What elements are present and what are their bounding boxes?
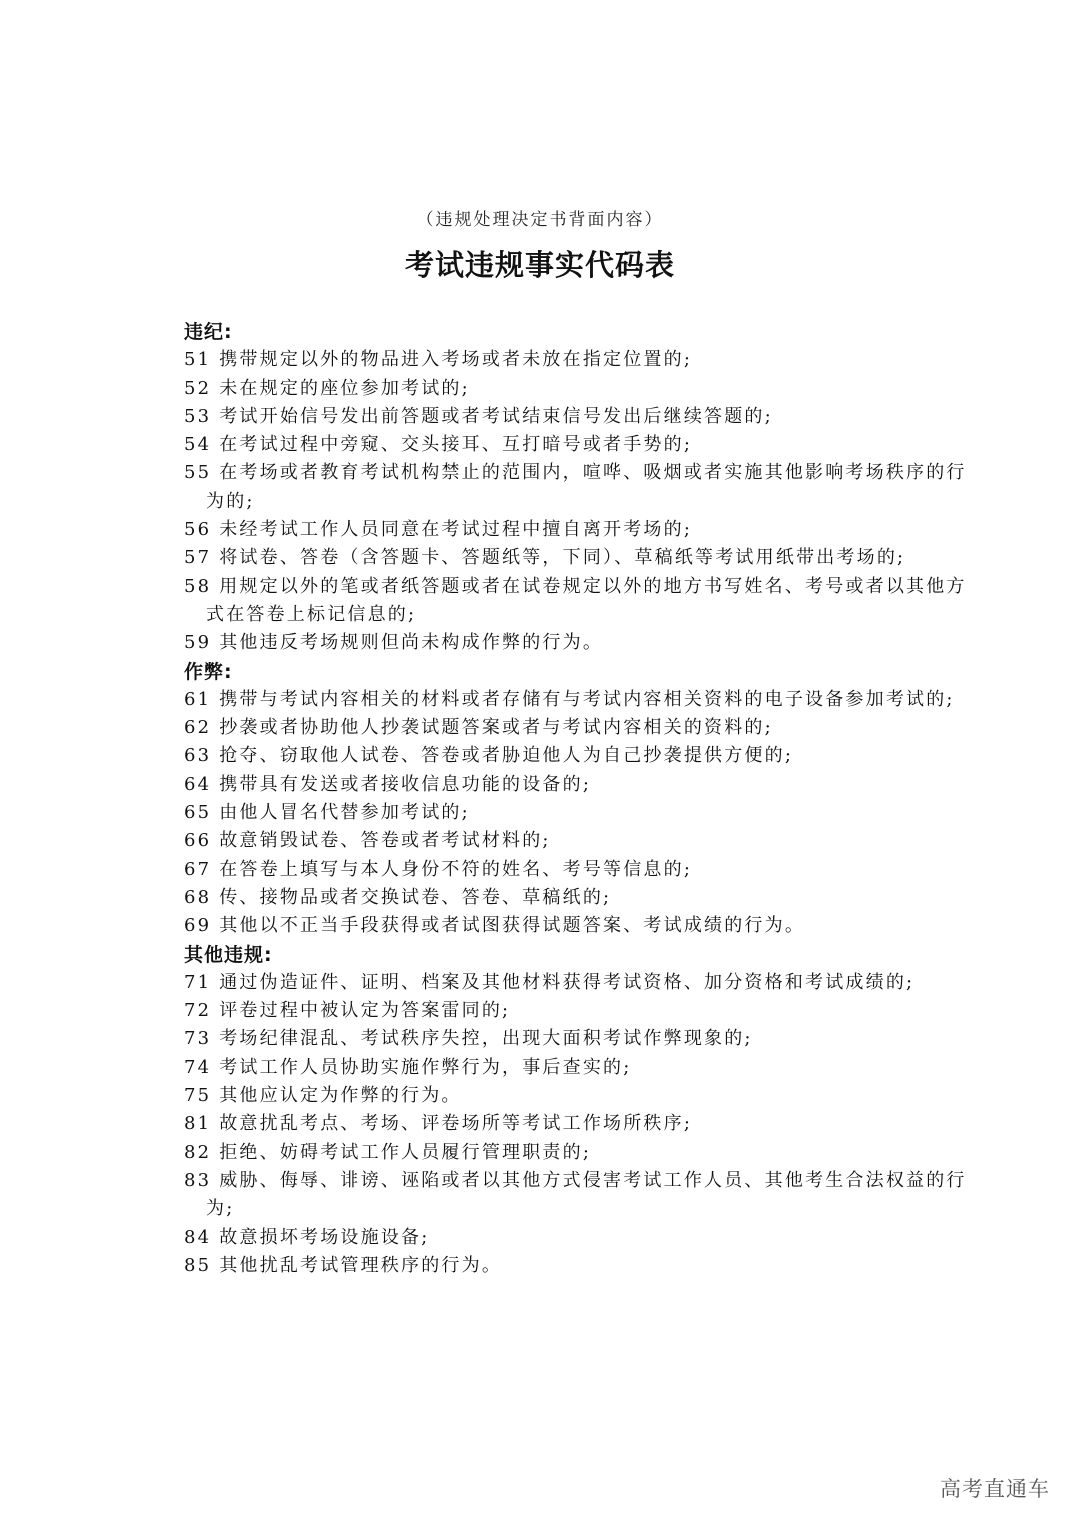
watermark-text: 高考直通车 [940,1477,1050,1501]
code-item: 56 未经考试工作人员同意在考试过程中擅自离开考场的; [184,519,693,541]
code-item: 63 抢夺、窃取他人试卷、答卷或者胁迫他人为自己抄袭提供方便的; [184,745,794,767]
document-subtitle: （违规处理决定书背面内容） [416,210,664,230]
code-item: 68 传、接物品或者交换试卷、答卷、草稿纸的; [184,886,612,908]
code-item: 73 考场纪律混乱、考试秩序失控，出现大面积考试作弊现象的; [184,1028,753,1050]
code-item-continuation: 为的; [206,490,255,512]
code-item: 62 抄袭或者协助他人抄袭试题答案或者与考试内容相关的资料的; [184,717,773,739]
document-body [184,318,967,1280]
code-item: 64 携带具有发送或者接收信息功能的设备的; [184,773,592,795]
code-item: 85 其他扰乱考试管理秩序的行为。 [184,1254,503,1276]
code-item: 55 在考场或者教育考试机构禁止的范围内，喧哗、吸烟或者实施其他影响考场秩序的行 [184,462,967,484]
code-item: 66 故意销毁试卷、答卷或者考试材料的; [184,830,551,852]
document-title: 考试违规事实代码表 [404,248,675,282]
code-item: 57 将试卷、答卷（含答题卡、答题纸等，下同）、草稿纸等考试用纸带出考场的; [184,547,906,569]
code-item: 83 威胁、侮辱、诽谤、诬陷或者以其他方式侵害考试工作人员、其他考生合法权益的行 [184,1169,967,1191]
code-item: 67 在答卷上填写与本人身份不符的姓名、考号等信息的; [184,858,693,880]
code-item: 58 用规定以外的笔或者纸答题或者在试卷规定以外的地方书写姓名、考号或者以其他方 [184,575,967,597]
code-item: 69 其他以不正当手段获得或者试图获得试题答案、考试成绩的行为。 [184,915,806,937]
code-item-continuation: 为; [206,1198,235,1220]
code-item: 71 通过伪造证件、证明、档案及其他材料获得考试资格、加分资格和考试成绩的; [184,971,915,993]
code-item: 82 拒绝、妨碍考试工作人员履行管理职责的; [184,1141,592,1163]
section-heading: 其他违规: [184,943,273,966]
code-item: 75 其他应认定为作弊的行为。 [184,1085,462,1107]
code-item-continuation: 式在答卷上标记信息的; [206,603,417,625]
code-item: 81 故意扰乱考点、考场、评卷场所等考试工作场所秩序; [184,1113,693,1135]
code-item: 51 携带规定以外的物品进入考场或者未放在指定位置的; [184,349,693,371]
code-item: 65 由他人冒名代替参加考试的; [184,802,470,824]
code-item: 59 其他违反考场规则但尚未构成作弊的行为。 [184,632,604,654]
code-item: 74 考试工作人员协助实施作弊行为，事后查实的; [184,1056,632,1078]
code-item: 84 故意损坏考场设施设备; [184,1226,430,1248]
code-item: 52 未在规定的座位参加考试的; [184,377,470,399]
section-heading: 作弊: [184,660,233,683]
code-item: 53 考试开始信号发出前答题或者考试结束信号发出后继续答题的; [184,405,773,427]
code-item: 61 携带与考试内容相关的材料或者存储有与考试内容相关资料的电子设备参加考试的; [184,688,955,710]
section-heading: 违纪: [184,321,233,343]
code-item: 72 评卷过程中被认定为答案雷同的; [184,1000,511,1022]
code-item: 54 在考试过程中旁窥、交头接耳、互打暗号或者手势的; [184,434,693,456]
